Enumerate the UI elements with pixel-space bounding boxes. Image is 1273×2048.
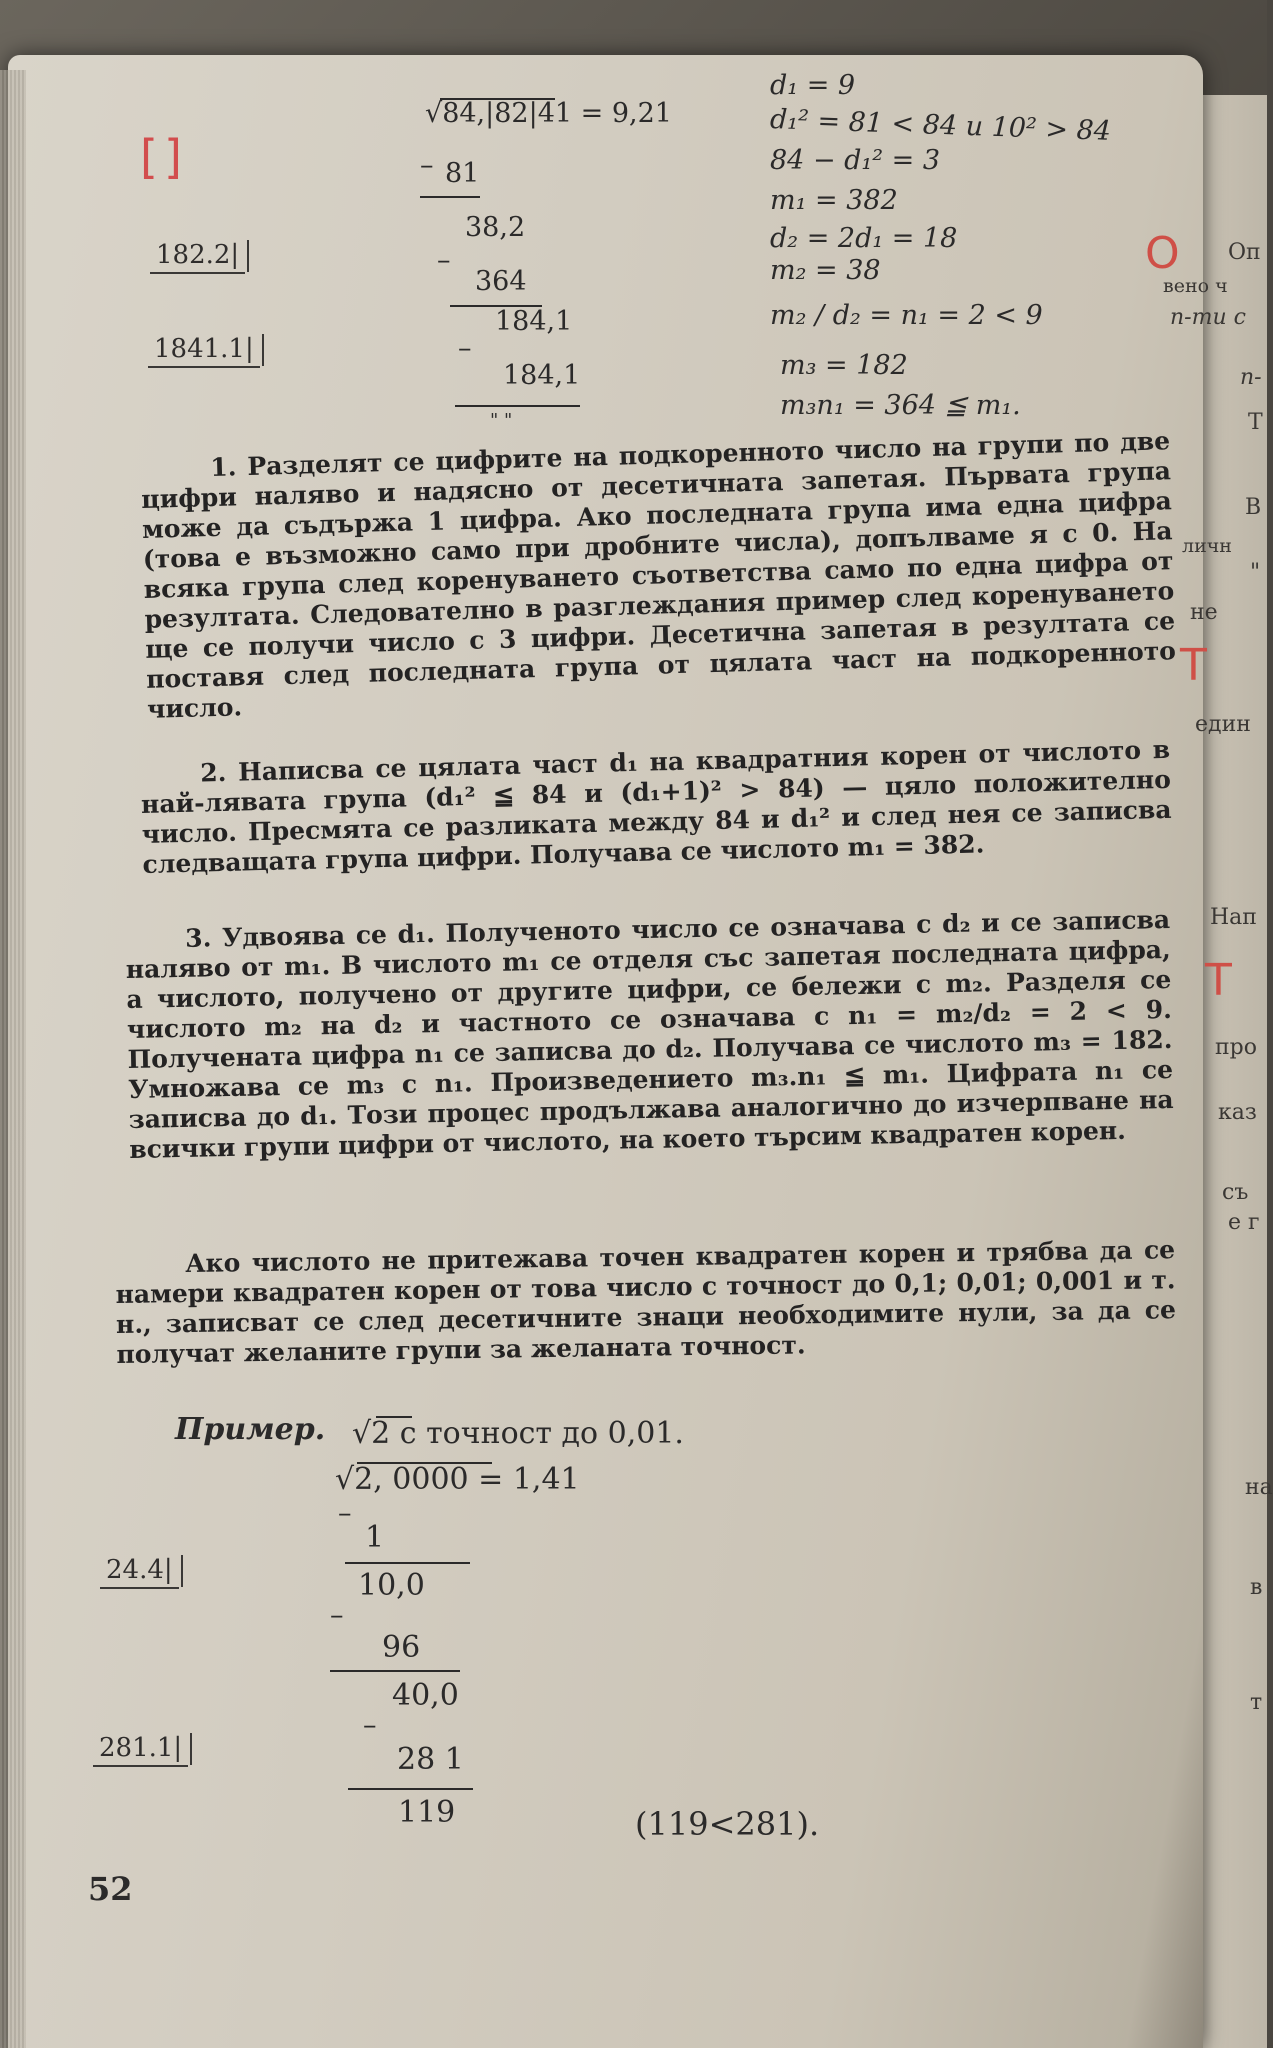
step-5: 184,1 <box>503 360 581 391</box>
ex2-left-label-1: 24.4| <box>100 1555 179 1589</box>
left-label-2: 1841.1| <box>148 334 260 368</box>
rule <box>348 1788 473 1790</box>
note-5: d₂ = 2d₁ = 18 <box>770 223 958 254</box>
note-4: m₁ = 382 <box>770 185 898 216</box>
right-fragment: " <box>1250 560 1261 585</box>
example2-sqrt: √2, 0000 = 1,41 <box>335 1462 580 1497</box>
step-minus-3: – <box>458 333 472 364</box>
step-6: " " <box>490 410 513 431</box>
example1-sqrt: √84,|82|41 = 9,21 <box>425 98 672 129</box>
step-3: 364 <box>475 266 527 297</box>
note-6: m₂ = 38 <box>770 255 881 286</box>
example2-label: Пример. <box>175 1412 326 1447</box>
step-minus: – <box>338 1498 352 1529</box>
rule <box>420 196 480 198</box>
right-fragment: Нап <box>1210 905 1257 930</box>
sqrt-overline <box>440 98 555 100</box>
left-label-1: 182.2| <box>150 240 245 274</box>
ex2-step-6: 119 <box>398 1795 456 1830</box>
right-fragment: n-ти с <box>1170 305 1246 330</box>
note-9: m₃n₁ = 364 ≦ m₁. <box>780 390 1021 421</box>
paragraph-1: 1. Разделят се цифрите на подкоренното число на групи по две цифри наляво и надясно от десетичната запетая. Първата група може да съдържа 1 цифра. Ако последната група има една цифра (това е възможно само при дробните числа), допълваме я с 0. На всяка група след коренуването съответства само по една цифра от резултата. Следователно в разглеждания пример след коренуването ще се получи число с 3 цифри. Десетична запетая в резултата се поставя след последната група от цялата част на подкоренното число. <box>140 426 1177 724</box>
right-fragment: т <box>1250 1690 1263 1715</box>
step-minus-2: – <box>330 1600 344 1631</box>
ex2-step-3: 96 <box>382 1630 421 1665</box>
example2-result: (119<281). <box>635 1805 820 1843</box>
ex2-step-4: 40,0 <box>392 1678 459 1713</box>
step-minus: – <box>420 150 434 181</box>
step-2: 38,2 <box>465 212 526 243</box>
right-fragment: съ <box>1222 1180 1249 1205</box>
right-fragment: n- <box>1240 365 1262 390</box>
right-fragment: Т <box>1248 410 1263 435</box>
page-number: 52 <box>88 1870 133 1908</box>
right-fragment: про <box>1215 1035 1257 1060</box>
page-stack <box>0 70 26 2048</box>
note-2: d₁² = 81 < 84 и 10² > 84 <box>769 104 1112 147</box>
red-bracket-mark: [] <box>140 130 188 184</box>
ex2-left-label-2: 281.1| <box>93 1733 188 1767</box>
note-1: d₁ = 9 <box>770 70 856 101</box>
step-minus-2: – <box>437 245 451 276</box>
right-fragment: В <box>1245 495 1262 520</box>
right-fragment: личн <box>1182 535 1232 557</box>
right-red-t2: T <box>1205 955 1232 1006</box>
note-8: m₃ = 182 <box>780 350 908 381</box>
right-fragment: на <box>1245 1475 1273 1500</box>
right-fragment: е г <box>1228 1210 1260 1235</box>
sqrt-overline <box>357 1462 492 1464</box>
right-red-t1: T <box>1180 640 1207 691</box>
note-3: 84 − d₁² = 3 <box>770 145 941 176</box>
right-fragment: Оп <box>1228 240 1261 265</box>
right-fragment: в <box>1250 1575 1263 1600</box>
right-red-o: O <box>1145 228 1180 279</box>
right-fragment: един <box>1195 712 1251 737</box>
step-4: 184,1 <box>495 306 573 337</box>
sqrt-overline <box>376 1416 412 1418</box>
right-fragment: вено ч <box>1163 275 1228 297</box>
example2-task: √2 с точност до 0,01. <box>352 1416 684 1451</box>
note-7: m₂ / d₂ = n₁ = 2 < 9 <box>770 300 1043 331</box>
paragraph-3: 3. Удвоява се d₁. Полученото число се означава с d₂ и се записва наляво от m₁. В числото m₁ се отделя със запетая последната цифра, а числото, получено от другите цифри, се бележи с m₂. Разделя се числото m₂ на d₂ и частното се означава с n₁ = m₂/d₂ = 2 < 9. Получената цифра n₁ се записва до d₂. Получава се числото m₃ = 182. Умножава се m₃ с n₁. Произведението m₃.n₁ ≦ m₁. Цифрата n₁ се записва до d₁. Този процес продължава аналогично до изчерпване на всички групи цифри от числото, на което търсим квадратен корен. <box>125 904 1174 1164</box>
ex2-step-5: 28 1 <box>397 1742 464 1777</box>
step-minus-3: – <box>363 1710 377 1741</box>
right-fragment: каз <box>1218 1100 1257 1125</box>
paragraph-2: 2. Написва се цялата част d₁ на квадратния корен от числото в най-лявата група (d₁² ≦ 84 и (d₁+1)² > 84) — цяло положително число. Пресмята се разликата между 84 и d₁² и след нея се записва следващата група цифри. Получава се числото m₁ = 382. <box>140 734 1172 879</box>
paragraph-4: Ако числото не притежава точен квадратен корен и трябва да се намери квадратен корен от това число с точност до 0,1; 0,01; 0,001 и т. н., записват се след десетичните знаци необходимите нули, за да се получат желаните групи за желаната точност. <box>115 1235 1177 1369</box>
rule <box>455 405 580 407</box>
rule <box>345 1562 470 1564</box>
right-fragment: не <box>1190 600 1218 625</box>
ex2-step-2: 10,0 <box>358 1568 425 1603</box>
rule <box>330 1670 460 1672</box>
ex2-step-1: 1 <box>365 1520 385 1555</box>
step-1: 81 <box>445 158 480 189</box>
